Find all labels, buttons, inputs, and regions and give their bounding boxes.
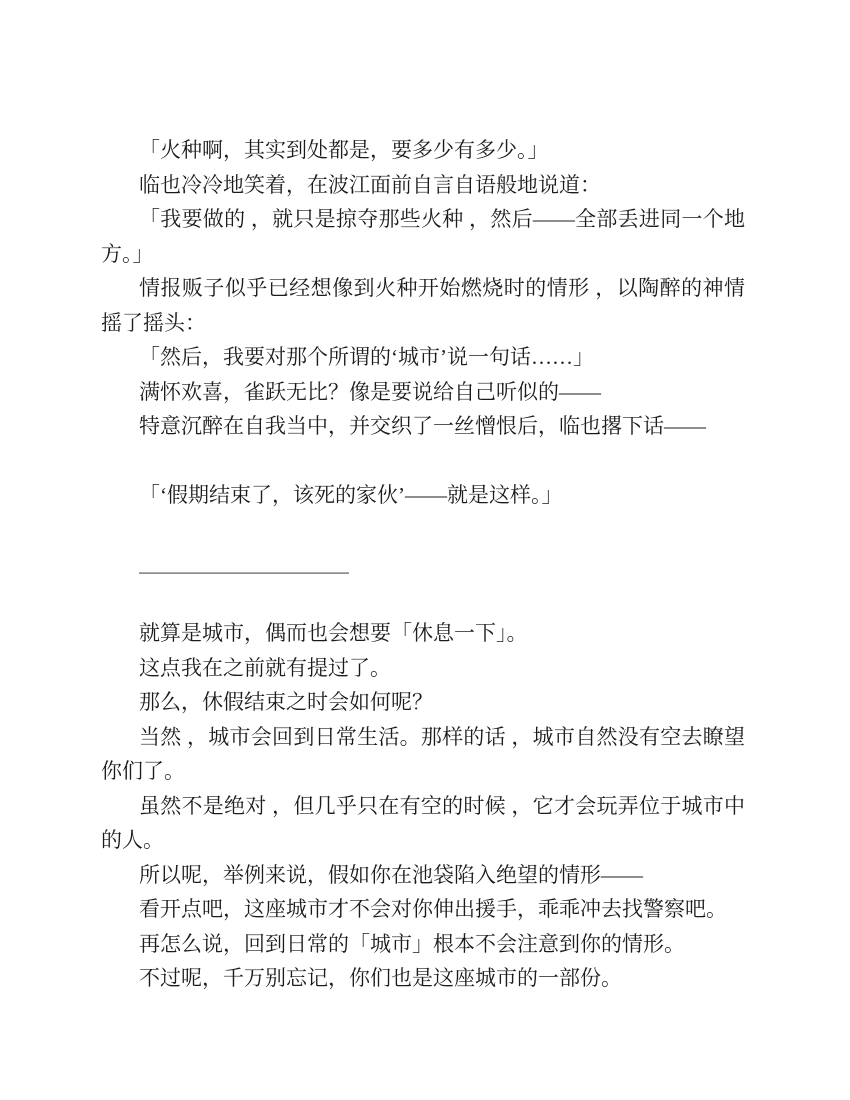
text-line: 这点我在之前就有提过了。: [139, 655, 391, 680]
text-line: 摇了摇头：: [101, 310, 206, 335]
text-line: 不过呢，千万别忘记，你们也是这座城市的一部份。: [139, 966, 622, 990]
text-line: 特意沉醉在自我当中，并交织了一丝憎恨后，临也撂下话——: [139, 414, 706, 438]
text-line: 的人。: [101, 828, 164, 852]
text-line: 你们了。: [101, 759, 185, 783]
blank-line: [101, 513, 745, 548]
text-line: 临也冷冷地笑着，在波江面前自言自语般地说道：: [139, 172, 601, 197]
text-line: 就算是城市，偶而也会想要「休息一下」。: [139, 621, 528, 645]
text-line: 方。」: [101, 241, 154, 266]
separator-line: ＿＿＿＿＿＿＿＿＿＿: [139, 552, 349, 576]
text-line: 虽然不是绝对 ，但几乎只在有空的时候 ，它才会玩弄位于城市中: [139, 793, 745, 818]
text-line: 所以呢，举例来说，假如你在池袋陷入绝望的情形——: [139, 862, 643, 887]
text-line: 满怀欢喜，雀跃无比？像是要说给自己听似的——: [139, 379, 601, 404]
text-line: 当然 ，城市会回到日常生活。那样的话 ，城市自然没有空去瞭望: [139, 724, 745, 749]
text-line: 「然后，我要对那个所谓的‘城市’说一句话……」: [139, 345, 594, 369]
text-line: 「我要做的 ，就只是掠夺那些火种 ，然后——全部丢进同一个地: [139, 207, 745, 231]
blank-line: [101, 582, 745, 617]
blank-line: [101, 444, 745, 479]
text-line: 那么，休假结束之时会如何呢？: [139, 690, 433, 714]
text-line: 再怎么说，回到日常的「城市」根本不会注意到你的情形。: [139, 931, 685, 956]
text-line: 「火种啊，其实到处都是，要多少有多少。」: [139, 138, 549, 162]
text-line: 「‘假期结束了，该死的家伙’——就是这样。」: [139, 483, 563, 507]
text-line: 情报贩子似乎已经想像到火种开始燃烧时的情形 ，以陶醉的神情: [139, 276, 745, 300]
text-line: 看开点吧，这座城市才不会对你伸出援手，乖乖冲去找警察吧。: [139, 897, 727, 921]
